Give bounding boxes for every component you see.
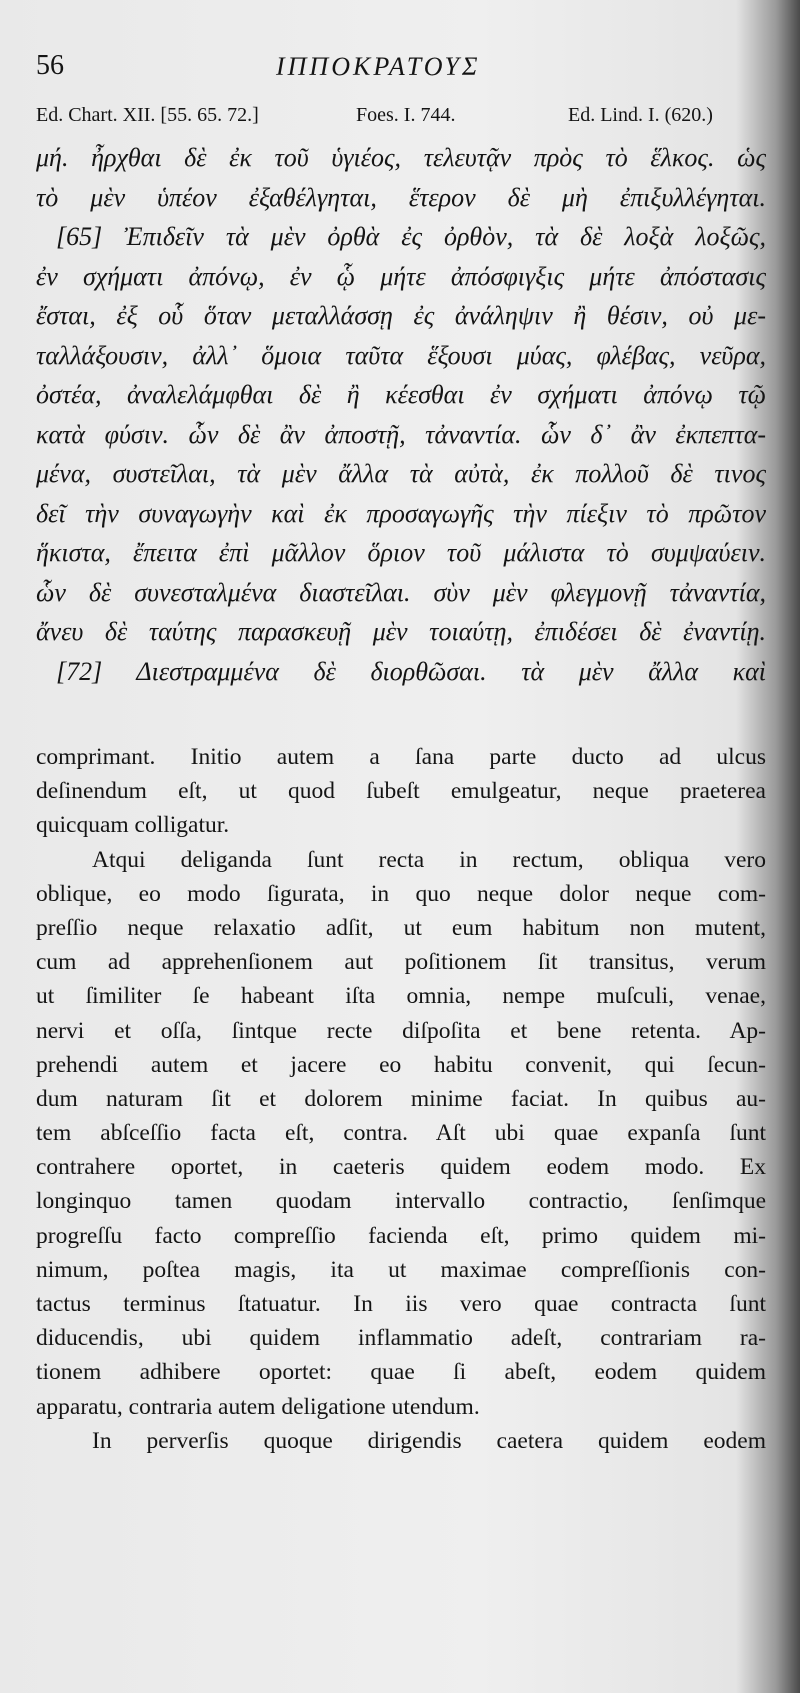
latin-line: apparatu, contraria autem deligatione utendum. (36, 1393, 480, 1420)
greek-line: [72] Διεστραμμένα δὲ διορθῶσαι. τὰ μὲν ἄλλα καὶ (56, 656, 766, 686)
greek-line: ταλλάξουσιν, ἀλλ᾽ ὅμοια ταῦτα ἕξουσι μύας, φλέβας, νεῦρα, (36, 340, 766, 370)
greek-line: ὀστέα, ἀναλελάμφθαι δὲ ἢ κέεσθαι ἐν σχήματι ἀπόνῳ τῷ (36, 380, 766, 409)
running-title: ΙΠΠΟΚΡΑΤΟΥΣ (276, 52, 481, 81)
latin-translation (36, 740, 766, 1458)
latin-line: longinquo tamen quodam intervallo contractio, ſenſimque (36, 1188, 766, 1215)
latin-line: tionem adhibere oportet: quae ſi abeſt, eodem quidem (36, 1359, 766, 1386)
latin-line: tactus terminus ſtatuatur. In iis vero quae contracta ſunt (36, 1291, 766, 1317)
foesius-reference: Foes. I. 744. (356, 104, 456, 126)
greek-line: ἐν σχήματι ἀπόνῳ, ἐν ᾧ μήτε ἀπόσφιγξις μήτε ἀπόστασις (36, 261, 766, 291)
latin-line: quicquam colligatur. (36, 812, 230, 839)
linden-reference: Ed. Lind. I. (620.) (568, 104, 713, 126)
greek-line: ἥκιστα, ἔπειτα ἐπὶ μᾶλλον ὅριον τοῦ μάλιστα τὸ συμψαύειν. (36, 538, 766, 567)
greek-line: ἄνευ δὲ ταύτης παρασκευῇ μὲν τοιαύτῃ, ἐπιδέσει δὲ ἐναντίῃ. (36, 617, 766, 646)
page-number: 56 (36, 50, 64, 81)
latin-line: deſinendum eſt, ut quod ſubeſt emulgeatur, neque praeterea (36, 778, 766, 805)
greek-line: ὧν δὲ συνεσταλμένα διαστεῖλαι. σὺν μὲν φλεγμονῇ τἀναντία, (36, 577, 766, 607)
chartier-reference: Ed. Chart. XII. [55. 65. 72.] (36, 104, 259, 126)
latin-line: nervi et oſſa, ſintque recte diſpoſita et bene retenta. Ap- (36, 1017, 766, 1044)
greek-line: τὸ μὲν ὑπέον ἐξαθέλγηται, ἕτερον δὲ μὴ ἐπιξυλλέγηται. (36, 182, 766, 212)
latin-line: progreſſu facto compreſſio facienda eſt, primo quidem mi- (36, 1222, 766, 1249)
latin-line: diducendis, ubi quidem inflammatio adeſt, contrariam ra- (36, 1325, 766, 1352)
greek-line: [65] Ἐπιδεῖν τὰ μὲν ὀρθὰ ἐς ὀρθὸν, τὰ δὲ λοξὰ λοξῶς, (56, 222, 766, 251)
latin-line: nimum, poſtea magis, ita ut maximae compreſſionis con- (36, 1256, 766, 1283)
latin-line: prehendi autem et jacere eo habitu convenit, qui ſecun- (36, 1051, 766, 1078)
edition-references (36, 104, 766, 134)
latin-line: contrahere oportet, in caeteris quidem eodem modo. Ex (36, 1154, 766, 1181)
latin-line: dum naturam ſit et dolorem minime faciat. In quibus au- (36, 1085, 766, 1112)
latin-line: oblique, eo modo ſigurata, in quo neque dolor neque com- (36, 880, 766, 907)
latin-line: tem abſceſſio facta eſt, contra. Aſt ubi quae expanſa ſunt (36, 1120, 766, 1147)
latin-line: In perverſis quoque dirigendis caetera quidem eodem (92, 1427, 766, 1454)
greek-line: κατὰ φύσιν. ὧν δὲ ἂν ἀποστῇ, τἀναντία. ὧν δ᾽ ἂν ἐκπεπτα- (36, 419, 766, 449)
latin-line: ut ſimiliter ſe habeant iſta omnia, nempe muſculi, venae, (36, 983, 766, 1010)
greek-line: μή. ἦρχθαι δὲ ἐκ τοῦ ὑγιέος, τελευτᾷν πρὸς τὸ ἕλκος. ὡς (36, 143, 766, 172)
latin-line: cum ad apprehenſionem aut poſitionem ſit transitus, verum (36, 949, 766, 976)
latin-line: Atqui deliganda ſunt recta in rectum, obliqua vero (92, 846, 766, 873)
greek-line: δεῖ τὴν συναγωγὴν καὶ ἐκ προσαγωγῆς τὴν πίεξιν τὸ πρῶτον (36, 498, 766, 528)
latin-line: preſſio neque relaxatio adſit, ut eum habitum non mutent, (36, 914, 766, 941)
page-header (36, 50, 766, 90)
latin-line: comprimant. Initio autem a ſana parte ducto ad ulcus (36, 744, 766, 770)
section-divider (36, 710, 766, 711)
greek-line: ἔσται, ἐξ οὗ ὅταν μεταλλάσσῃ ἐς ἀνάληψιν ἢ θέσιν, οὐ με- (36, 301, 766, 330)
greek-line: μένα, συστεῖλαι, τὰ μὲν ἄλλα τὰ αὐτὰ, ἐκ πολλοῦ δὲ τινος (36, 459, 766, 488)
greek-text (36, 138, 766, 691)
